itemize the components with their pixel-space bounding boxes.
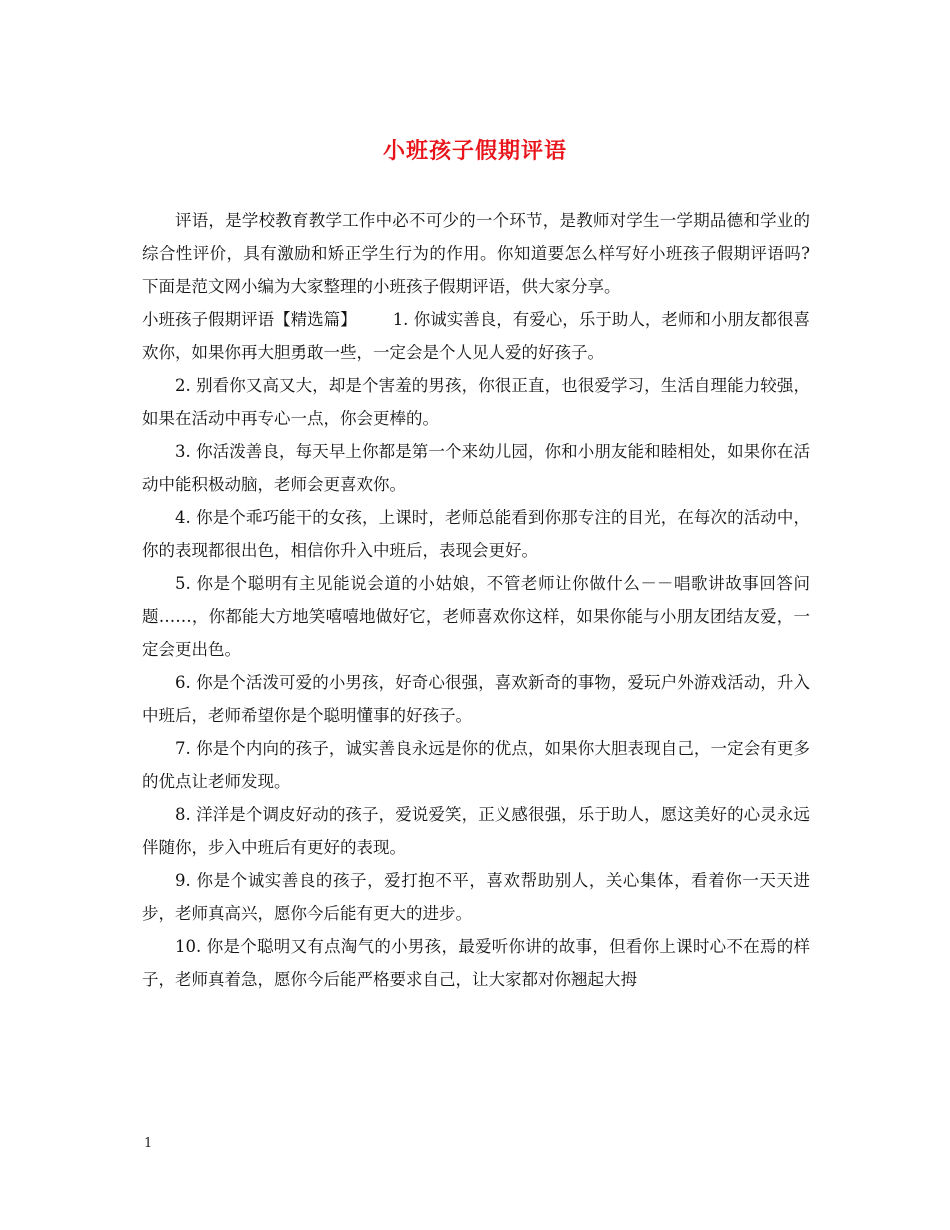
page-number: 1 — [144, 1136, 153, 1151]
comment-5: 5. 你是个聪明有主见能说会道的小姑娘，不管老师让你做什么－－唱歌讲故事回答问题……，你都能大方地笑嘻嘻地做好它，老师喜欢你这样，如果你能与小朋友团结友爱，一定会更出色。 — [142, 574, 810, 659]
comment-6: 6. 你是个活泼可爱的小男孩，好奇心很强，喜欢新奇的事物，爱玩户外游戏活动，升入中班后，老师希望你是个聪明懂事的好孩子。 — [142, 673, 810, 725]
comment-4: 4. 你是个乖巧能干的女孩，上课时，老师总能看到你那专注的目光，在每次的活动中，你的表现都很出色，相信你升入中班后，表现会更好。 — [142, 508, 810, 560]
comment-2: 2. 别看你又高又大，却是个害羞的男孩，你很正直，也很爱学习，生活自理能力较强，如果在活动中再专心一点，你会更棒的。 — [142, 376, 810, 428]
comment-9: 9. 你是个诚实善良的孩子，爱打抱不平，喜欢帮助别人，关心集体，看着你一天天进步，老师真高兴，愿你今后能有更大的进步。 — [142, 871, 810, 923]
comment-10: 10. 你是个聪明又有点淘气的小男孩，最爱听你讲的故事，但看你上课时心不在焉的样子，老师真着急，愿你今后能严格要求自己，让大家都对你翘起大拇 — [142, 937, 810, 989]
comment-3: 3. 你活泼善良，每天早上你都是第一个来幼儿园，你和小朋友能和睦相处，如果你在活动中能积极动脑，老师会更喜欢你。 — [142, 442, 810, 494]
document-title: 小班孩子假期评语 — [382, 138, 567, 164]
comment-8: 8. 洋洋是个调皮好动的孩子，爱说爱笑，正义感很强，乐于助人，愿这美好的心灵永远伴随你，步入中班后有更好的表现。 — [142, 805, 810, 857]
comment-7: 7. 你是个内向的孩子，诚实善良永远是你的优点，如果你大胆表现自己，一定会有更多的优点让老师发现。 — [142, 739, 810, 791]
section-paragraph — [142, 303, 810, 369]
intro-paragraph: 评语，是学校教育教学工作中必不可少的一个环节，是教师对学生一学期品德和学业的综合性评价，具有激励和矫正学生行为的作用。你知道要怎么样写好小班孩子假期评语吗?下面是范文网小编为大家整理的小班孩子假期评语，供大家分享。 — [142, 211, 810, 296]
document-body — [142, 204, 810, 996]
section-heading: 小班孩子假期评语【精选篇】 — [142, 310, 357, 329]
comment-1: 1. 你诚实善良，有爱心，乐于助人，老师和小朋友都很喜欢你，如果你再大胆勇敢一些，一定会是个人见人爱的好孩子。 — [142, 310, 810, 362]
